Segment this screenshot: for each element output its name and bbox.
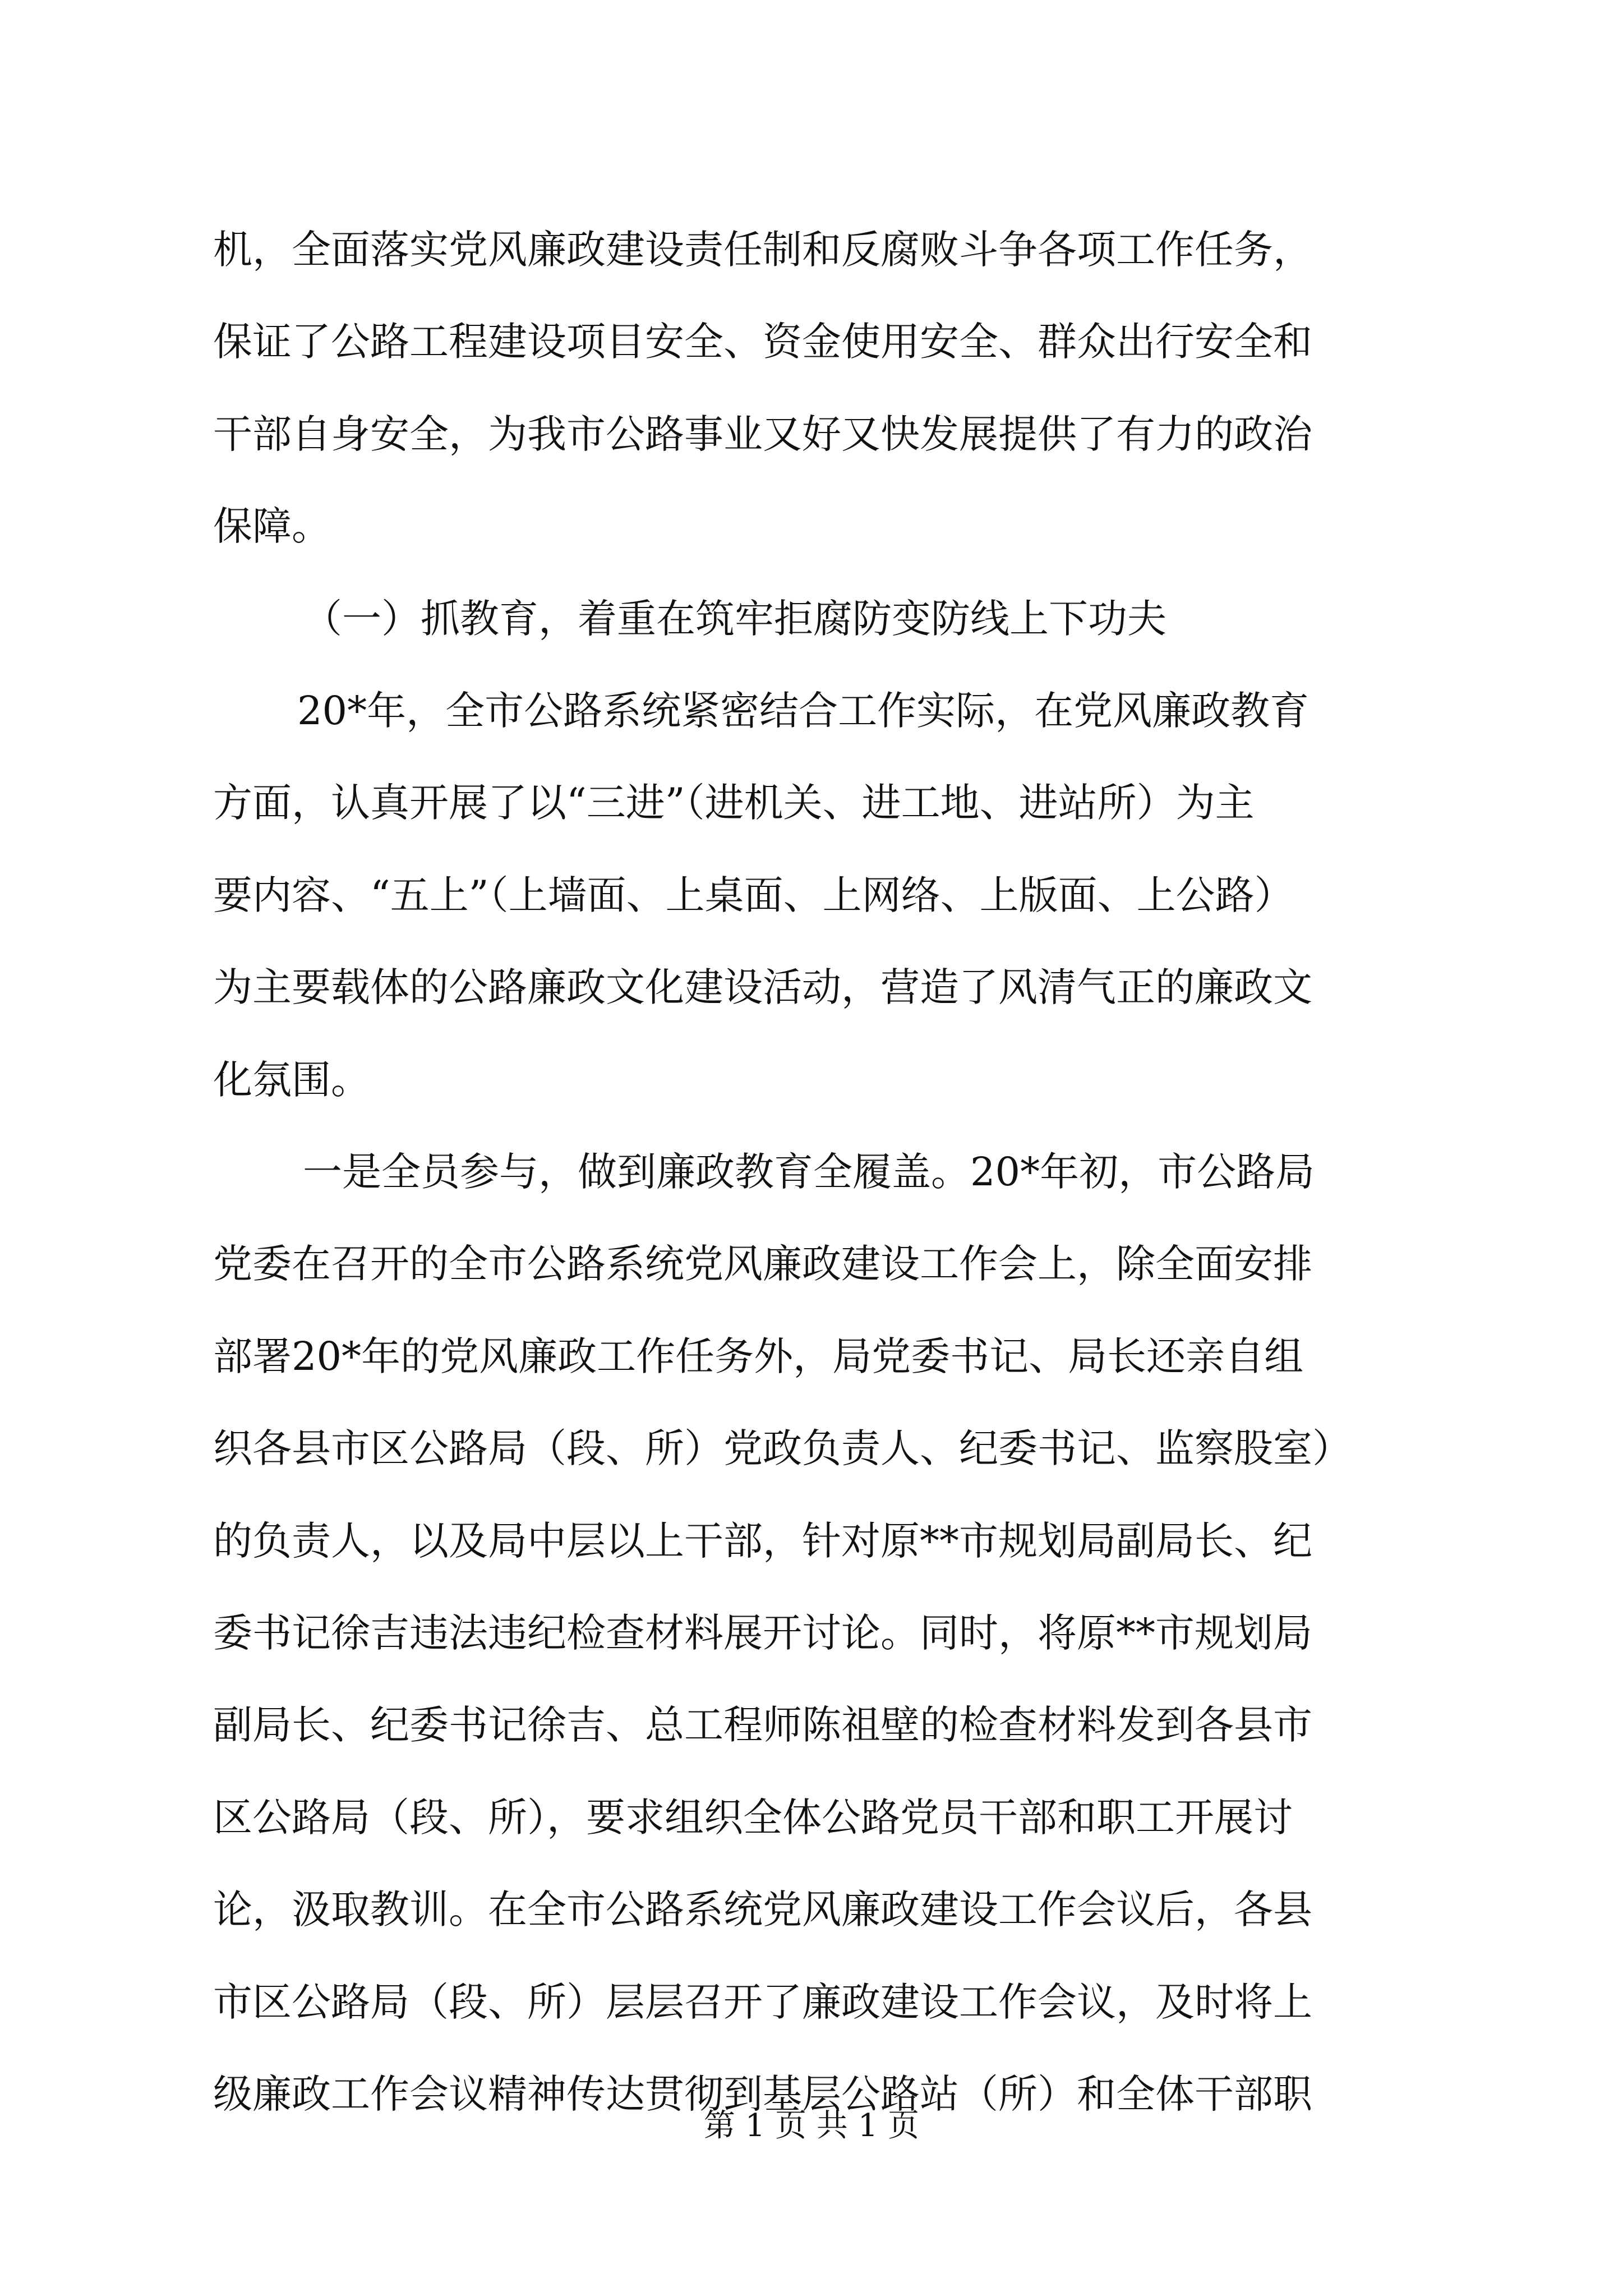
paragraph-3-line-8: 区公路局（段、所），要求组织全体公路党员干部和职工开展讨 (213, 1794, 1293, 1841)
paragraph-3-line-4: 织各县市区公路局（段、所）党政负责人、纪委书记、监察股室） (213, 1425, 1352, 1472)
paragraph-2-line-3: 要内容、“五上”（上墙面、上桌面、上网络、上版面、上公路） (213, 872, 1294, 918)
paragraph-3-line-6: 委书记徐吉违法违纪检查材料展开讨论。同时，将原**市规划局 (213, 1610, 1312, 1656)
paragraph-3-line-7: 副局长、纪委书记徐吉、总工程师陈祖壁的检查材料发到各县市 (213, 1702, 1312, 1749)
section-heading: （一）抓教育，着重在筑牢拒腐防变防线上下功夫 (303, 595, 1166, 642)
paragraph-2-line-5: 化氛围。 (213, 1056, 370, 1103)
page-number: 第 1 页 共 1 页 (703, 2108, 920, 2144)
paragraph-3-line-11: 级廉政工作会议精神传达贯彻到基层公路站（所）和全体干部职 (213, 2071, 1312, 2117)
paragraph-1-line-3: 干部自身安全，为我市公路事业又好又快发展提供了有力的政治 (213, 411, 1312, 457)
paragraph-2-line-4: 为主要载体的公路廉政文化建设活动，营造了风清气正的廉政文 (213, 964, 1312, 1011)
paragraph-1-line-4: 保障。 (213, 503, 331, 550)
paragraph-2-line-1: 20*年，全市公路系统紧密结合工作实际，在党风廉政教育 (297, 688, 1310, 734)
paragraph-3-line-5: 的负责人，以及局中层以上干部，针对原**市规划局副局长、纪 (213, 1517, 1312, 1564)
paragraph-2-line-2: 方面，认真开展了以“三进”（进机关、进工地、进站所）为主 (213, 780, 1255, 826)
paragraph-1-line-1: 机，全面落实党风廉政建设责任制和反腐败斗争各项工作任务， (213, 227, 1312, 273)
paragraph-3-line-2: 党委在召开的全市公路系统党风廉政建设工作会上，除全面安排 (213, 1241, 1312, 1287)
paragraph-1-line-2: 保证了公路工程建设项目安全、资金使用安全、群众出行安全和 (213, 319, 1312, 365)
paragraph-3-line-9: 论，汲取教训。在全市公路系统党风廉政建设工作会议后，各县 (213, 1887, 1312, 1933)
page-footer (0, 2104, 1623, 2148)
paragraph-3-line-1: 一是全员参与，做到廉政教育全履盖。20*年初，市公路局 (303, 1149, 1315, 1195)
paragraph-3-line-3: 部署20*年的党风廉政工作任务外，局党委书记、局长还亲自组 (213, 1333, 1304, 1379)
paragraph-3-line-10: 市区公路局（段、所）层层召开了廉政建设工作会议，及时将上 (213, 1978, 1312, 2025)
